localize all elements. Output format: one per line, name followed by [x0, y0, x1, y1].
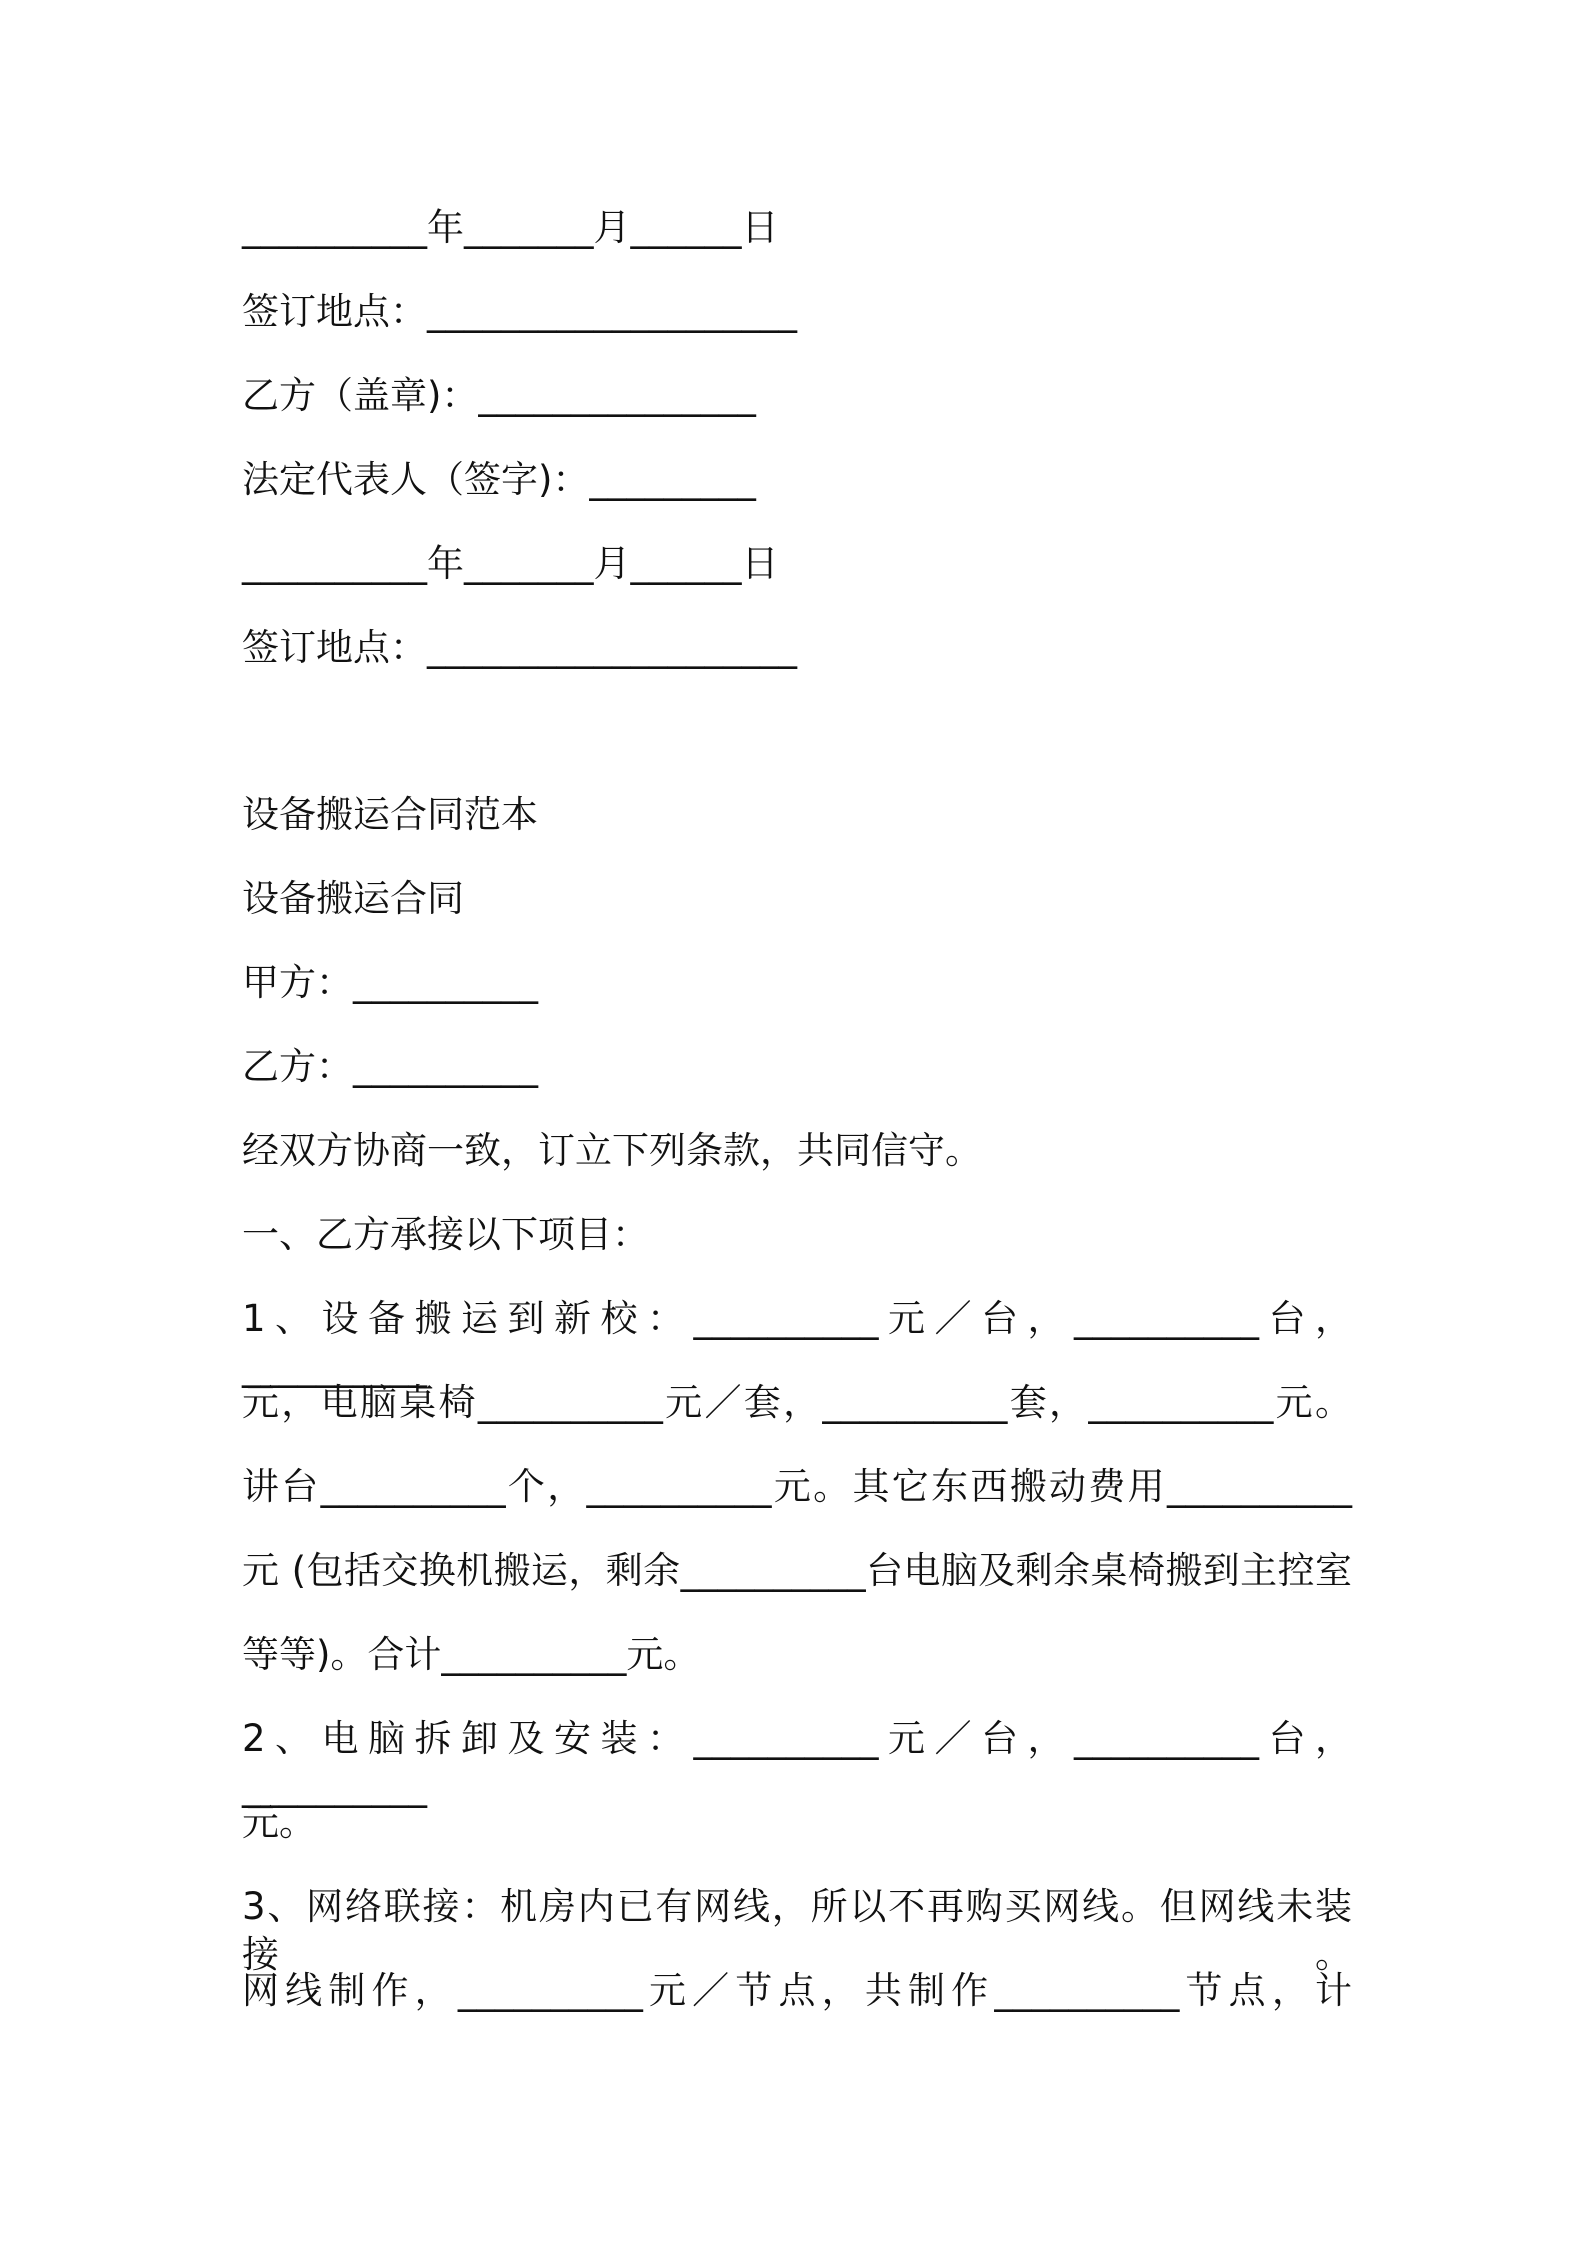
- clause-3-line-1: 3、网络联接：机房内已有网线，所以不再购买网线。但网线未装接。: [242, 1885, 1352, 1976]
- party-b-date-line: __________年_______月______日: [242, 542, 779, 585]
- party-b-signing-place: 签订地点：____________________: [242, 626, 797, 669]
- party-b-seal-line: 乙方（盖章)：_______________: [242, 374, 756, 417]
- clause-1-line-5: 等等)。合计__________元。: [242, 1633, 701, 1676]
- party-b-line: 乙方：__________: [242, 1045, 538, 1088]
- party-a-signing-place: 签订地点：____________________: [242, 290, 797, 333]
- party-a-date-line: __________年_______月______日: [242, 206, 779, 249]
- party-a-line: 甲方：__________: [242, 961, 538, 1004]
- clause-2-line-2: 元。: [242, 1801, 316, 1844]
- clause-3-line-2: 网线制作，__________元／节点，共制作__________节点，计: [242, 1969, 1352, 2012]
- agreement-intro: 经双方协商一致，订立下列条款，共同信守。: [242, 1129, 982, 1172]
- contract-title: 设备搬运合同: [242, 877, 464, 920]
- clause-1-line-2: 元，电脑桌椅__________元／套，__________套，__________元。: [242, 1381, 1352, 1424]
- section-one-heading: 一、乙方承接以下项目：: [242, 1213, 649, 1256]
- clause-1-line-4: 元 (包括交换机搬运，剩余__________台电脑及剩余桌椅搬到主控室: [242, 1549, 1352, 1592]
- clause-1-line-3: 讲台__________个，__________元。其它东西搬动费用__________: [242, 1465, 1352, 1508]
- legal-representative-signature: 法定代表人（签字)：_________: [242, 458, 756, 501]
- clause-1-line-1: 1、设备搬运到新校：__________元／台，__________台，__________: [242, 1297, 1352, 1388]
- clause-2-line-1: 2、电脑拆卸及安装：__________元／台，__________台，__________: [242, 1717, 1352, 1808]
- template-heading: 设备搬运合同范本: [242, 793, 538, 836]
